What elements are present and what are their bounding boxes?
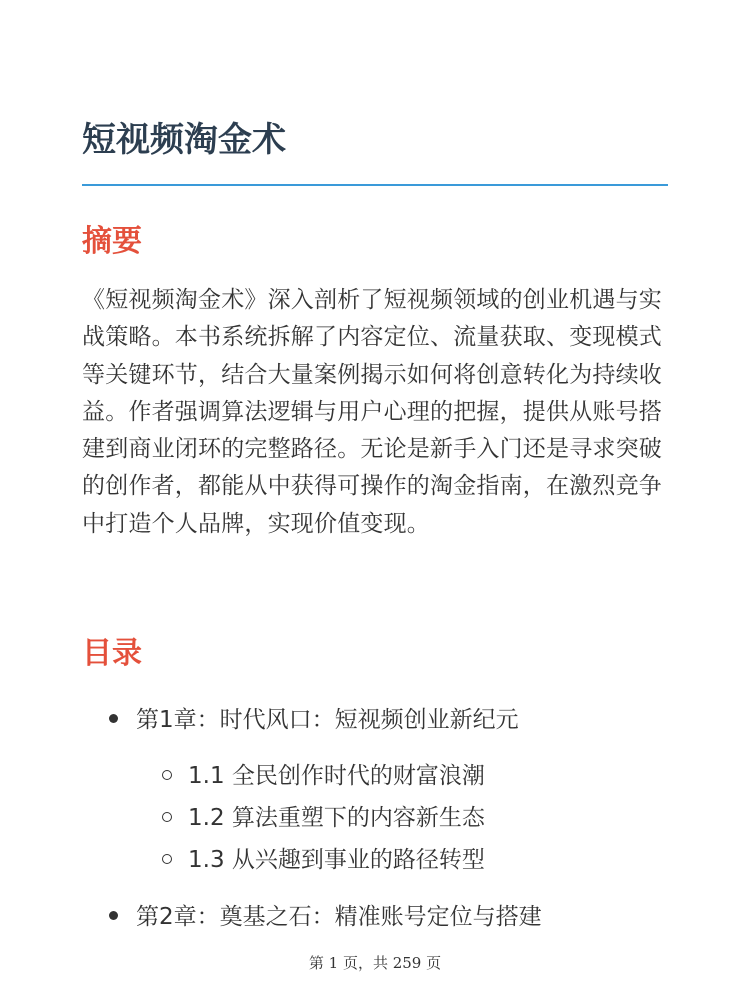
bullet-disc-icon [109, 911, 118, 920]
abstract-paragraph: 《短视频淘金术》深入剖析了短视频领域的创业机遇与实战策略。本书系统拆解了内容定位、流量获取、变现模式等关键环节，结合大量案例揭示如何将创意转化为持续收益。作者强调算法逻辑与用户心理的把握，提供从账号搭建到商业闭环的完整路径。无论是新手入门还是寻求突破的创作者，都能从中获得可操作的淘金指南，在激烈竞争中打造个人品牌，实现价值变现。 [82, 287, 662, 537]
title-divider [82, 184, 668, 186]
toc-chapter-1[interactable] [109, 705, 519, 735]
toc-section-label: 1.2 算法重塑下的内容新生态 [188, 805, 485, 831]
bullet-disc-icon [109, 714, 118, 723]
toc-chapter-label: 第2章：奠基之石：精准账号定位与搭建 [136, 904, 542, 930]
bullet-circle-icon [162, 812, 172, 822]
toc-section-1-3[interactable] [162, 845, 485, 875]
page-number-footer: 第 1 页，共 259 页 [308, 954, 442, 972]
toc-chapter-label: 第1章：时代风口：短视频创业新纪元 [136, 707, 519, 733]
toc-heading: 目录 [82, 636, 142, 671]
bullet-circle-icon [162, 854, 172, 864]
toc-section-1-1[interactable] [162, 761, 485, 791]
toc-section-label: 1.1 全民创作时代的财富浪潮 [188, 763, 485, 789]
abstract-heading: 摘要 [82, 224, 142, 259]
toc-chapter-2[interactable] [109, 902, 542, 932]
bullet-circle-icon [162, 770, 172, 780]
toc-section-1-2[interactable] [162, 803, 485, 833]
toc-section-label: 1.3 从兴趣到事业的路径转型 [188, 847, 485, 873]
document-title: 短视频淘金术 [82, 120, 286, 160]
